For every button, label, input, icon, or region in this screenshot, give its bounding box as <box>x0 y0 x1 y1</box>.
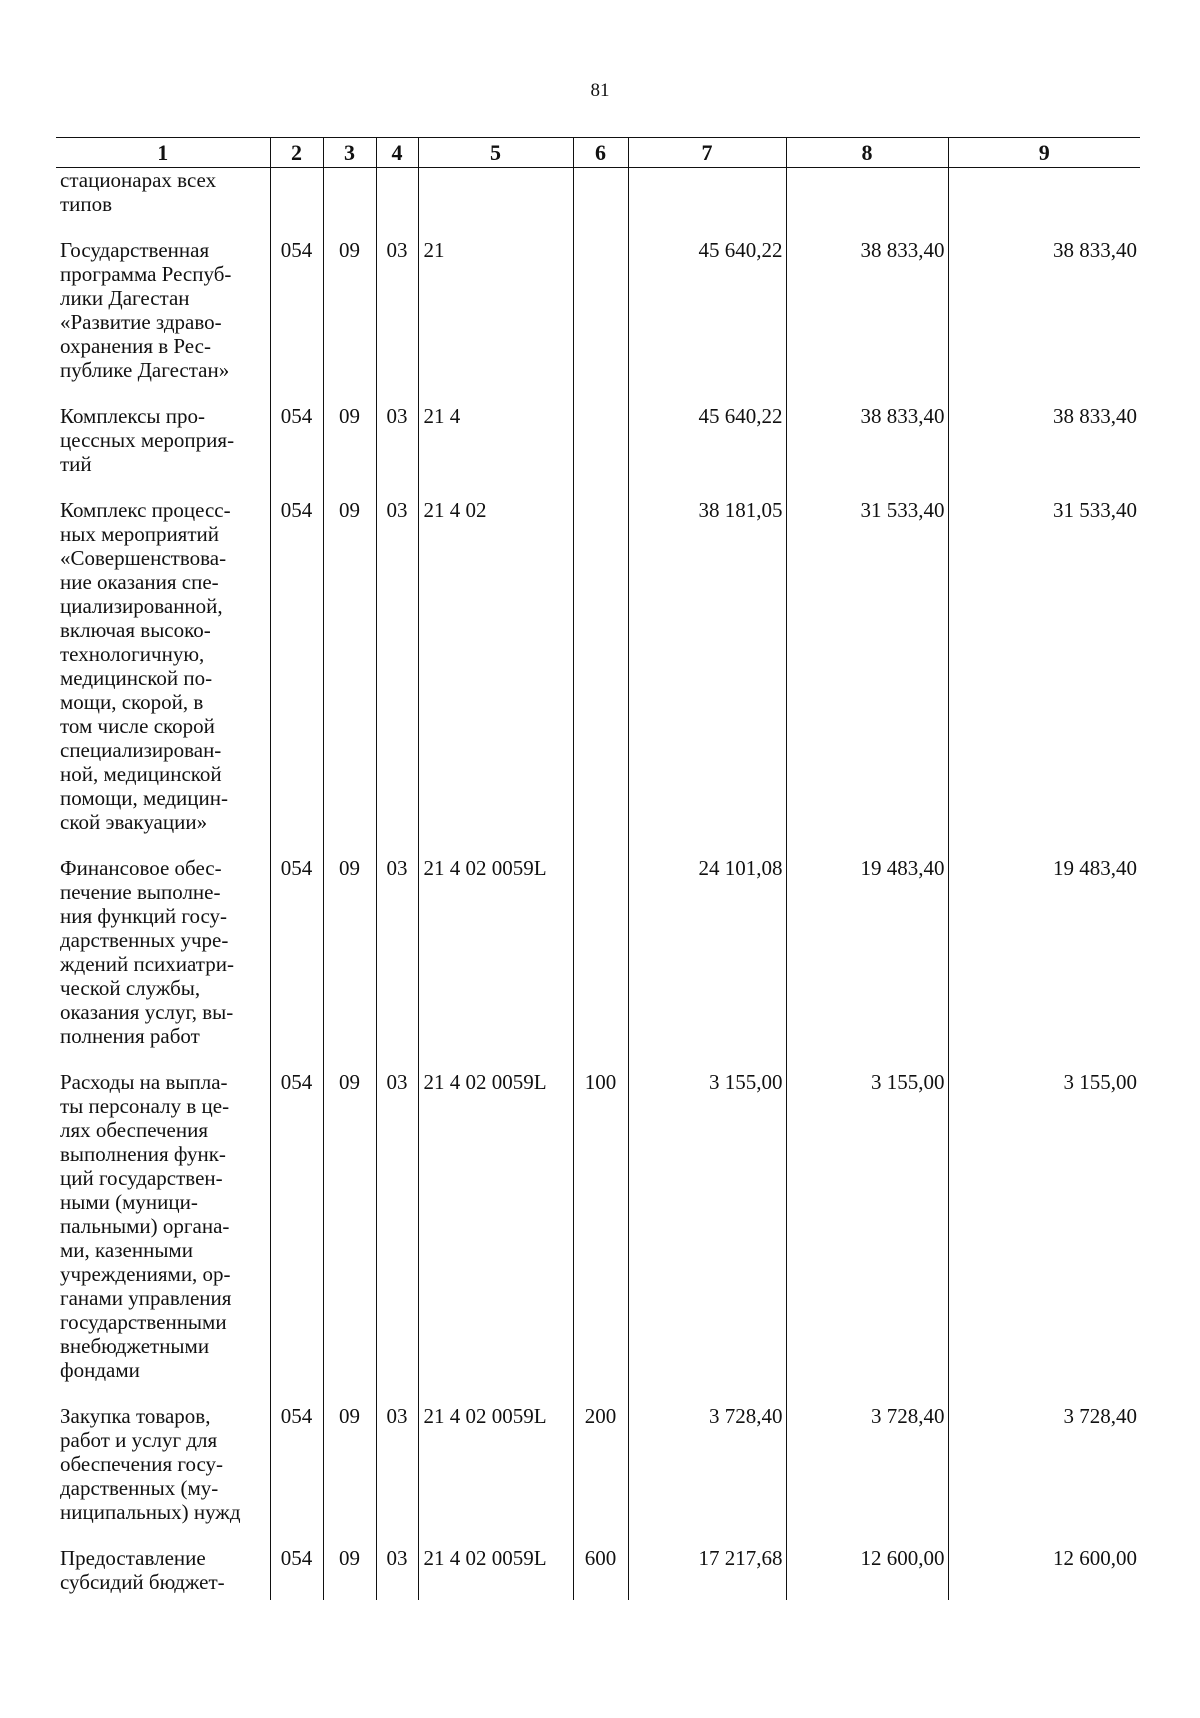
cell-col2: 054 <box>270 404 323 476</box>
row-spacer <box>56 216 1140 238</box>
column-header-9: 9 <box>948 138 1140 168</box>
row-spacer <box>56 1594 1140 1600</box>
cell-col6 <box>573 168 628 217</box>
cell-col9 <box>948 168 1140 217</box>
cell-col9: 38 833,40 <box>948 238 1140 382</box>
row-name: Предоставление субсидий бюджет- <box>60 1546 225 1594</box>
cell-col6 <box>573 404 628 476</box>
cell-col3: 09 <box>323 404 376 476</box>
table-row <box>56 856 1140 1048</box>
cell-col6: 600 <box>573 1546 628 1594</box>
cell-col2: 054 <box>270 238 323 382</box>
column-header-5: 5 <box>418 138 573 168</box>
cell-col8: 12 600,00 <box>786 1546 948 1594</box>
cell-col4: 03 <box>376 1546 418 1594</box>
cell-col5: 21 <box>418 238 573 382</box>
cell-col8: 3 155,00 <box>786 1070 948 1382</box>
column-header-3: 3 <box>323 138 376 168</box>
cell-col2: 054 <box>270 498 323 834</box>
cell-col3: 09 <box>323 1546 376 1594</box>
cell-col8: 31 533,40 <box>786 498 948 834</box>
cell-col2: 054 <box>270 856 323 1048</box>
cell-col8: 38 833,40 <box>786 404 948 476</box>
cell-col9: 38 833,40 <box>948 404 1140 476</box>
column-header-4: 4 <box>376 138 418 168</box>
cell-col3: 09 <box>323 1404 376 1524</box>
cell-col6: 200 <box>573 1404 628 1524</box>
table-row <box>56 168 1140 217</box>
row-spacer <box>56 476 1140 498</box>
cell-col4: 03 <box>376 1404 418 1524</box>
cell-col5: 21 4 02 0059L <box>418 1546 573 1594</box>
cell-col5: 21 4 02 0059L <box>418 1070 573 1382</box>
cell-col7: 45 640,22 <box>628 404 786 476</box>
row-name: Расходы на выпла- ты персоналу в це- лях обеспечения выполнения функ- ций государствен- ными (муници- пальными) органа- ми, казенными учреждениями, ор- ганами управления государственными внебюджетными фондами <box>60 1070 232 1382</box>
column-header-8: 8 <box>786 138 948 168</box>
cell-col8: 38 833,40 <box>786 238 948 382</box>
cell-col2 <box>270 168 323 217</box>
cell-col7: 38 181,05 <box>628 498 786 834</box>
row-name: Государственная программа Респуб- лики Дагестан «Развитие здраво- охранения в Рес- публике Дагестан» <box>60 238 232 382</box>
budget-table <box>56 137 1140 1600</box>
cell-col4: 03 <box>376 1070 418 1382</box>
cell-col9: 31 533,40 <box>948 498 1140 834</box>
column-header-1: 1 <box>56 138 270 168</box>
cell-col2: 054 <box>270 1546 323 1594</box>
row-name: Финансовое обес- печение выполне- ния функций госу- дарственных учре- ждений психиатри- ческой службы, оказания услуг, вы- полнения работ <box>60 856 234 1048</box>
cell-col7: 45 640,22 <box>628 238 786 382</box>
cell-col7: 3 155,00 <box>628 1070 786 1382</box>
cell-col2: 054 <box>270 1070 323 1382</box>
row-spacer <box>56 834 1140 856</box>
cell-col3: 09 <box>323 498 376 834</box>
cell-col3: 09 <box>323 1070 376 1382</box>
cell-col7 <box>628 168 786 217</box>
cell-col5: 21 4 02 0059L <box>418 1404 573 1524</box>
cell-col3: 09 <box>323 238 376 382</box>
row-name: Комплекс процесс- ных мероприятий «Совершенствова- ние оказания спе- циализированной, включая высоко- технологичную, медицинской по- мощи, скорой, в том числе скорой специализирован- ной, медицинской помощи, медицин- ской эвакуации» <box>60 498 231 834</box>
cell-col6 <box>573 238 628 382</box>
table-row <box>56 1404 1140 1524</box>
cell-col4: 03 <box>376 498 418 834</box>
column-header-2: 2 <box>270 138 323 168</box>
cell-col5: 21 4 02 0059L <box>418 856 573 1048</box>
table-header <box>56 138 1140 168</box>
cell-col5: 21 4 02 <box>418 498 573 834</box>
cell-col8: 19 483,40 <box>786 856 948 1048</box>
cell-col4: 03 <box>376 238 418 382</box>
cell-col5 <box>418 168 573 217</box>
column-header-7: 7 <box>628 138 786 168</box>
table-body <box>56 168 1140 1601</box>
cell-col8: 3 728,40 <box>786 1404 948 1524</box>
cell-col9: 3 155,00 <box>948 1070 1140 1382</box>
table-row <box>56 498 1140 834</box>
header-row <box>56 138 1140 168</box>
cell-col9: 3 728,40 <box>948 1404 1140 1524</box>
row-name: стационарах всех типов <box>60 168 217 216</box>
cell-col4: 03 <box>376 856 418 1048</box>
row-spacer <box>56 1382 1140 1404</box>
cell-col4 <box>376 168 418 217</box>
row-spacer <box>56 382 1140 404</box>
cell-col4: 03 <box>376 404 418 476</box>
cell-col2: 054 <box>270 1404 323 1524</box>
cell-col9: 19 483,40 <box>948 856 1140 1048</box>
cell-col6 <box>573 498 628 834</box>
cell-col6: 100 <box>573 1070 628 1382</box>
cell-col3: 09 <box>323 856 376 1048</box>
row-name: Комплексы про- цессных мероприя- тий <box>60 404 235 476</box>
row-spacer <box>56 1524 1140 1546</box>
cell-col9: 12 600,00 <box>948 1546 1140 1594</box>
cell-col7: 24 101,08 <box>628 856 786 1048</box>
budget-table-container <box>56 137 1140 1600</box>
page-number: 81 <box>590 80 610 101</box>
row-spacer <box>56 1048 1140 1070</box>
cell-col7: 3 728,40 <box>628 1404 786 1524</box>
cell-col6 <box>573 856 628 1048</box>
table-row <box>56 238 1140 382</box>
table-row <box>56 1070 1140 1382</box>
cell-col5: 21 4 <box>418 404 573 476</box>
row-name: Закупка товаров, работ и услуг для обеспечения госу- дарственных (му- ниципальных) нужд <box>60 1404 241 1524</box>
cell-col8 <box>786 168 948 217</box>
cell-col3 <box>323 168 376 217</box>
column-header-6: 6 <box>573 138 628 168</box>
cell-col7: 17 217,68 <box>628 1546 786 1594</box>
table-row <box>56 404 1140 476</box>
table-row <box>56 1546 1140 1594</box>
